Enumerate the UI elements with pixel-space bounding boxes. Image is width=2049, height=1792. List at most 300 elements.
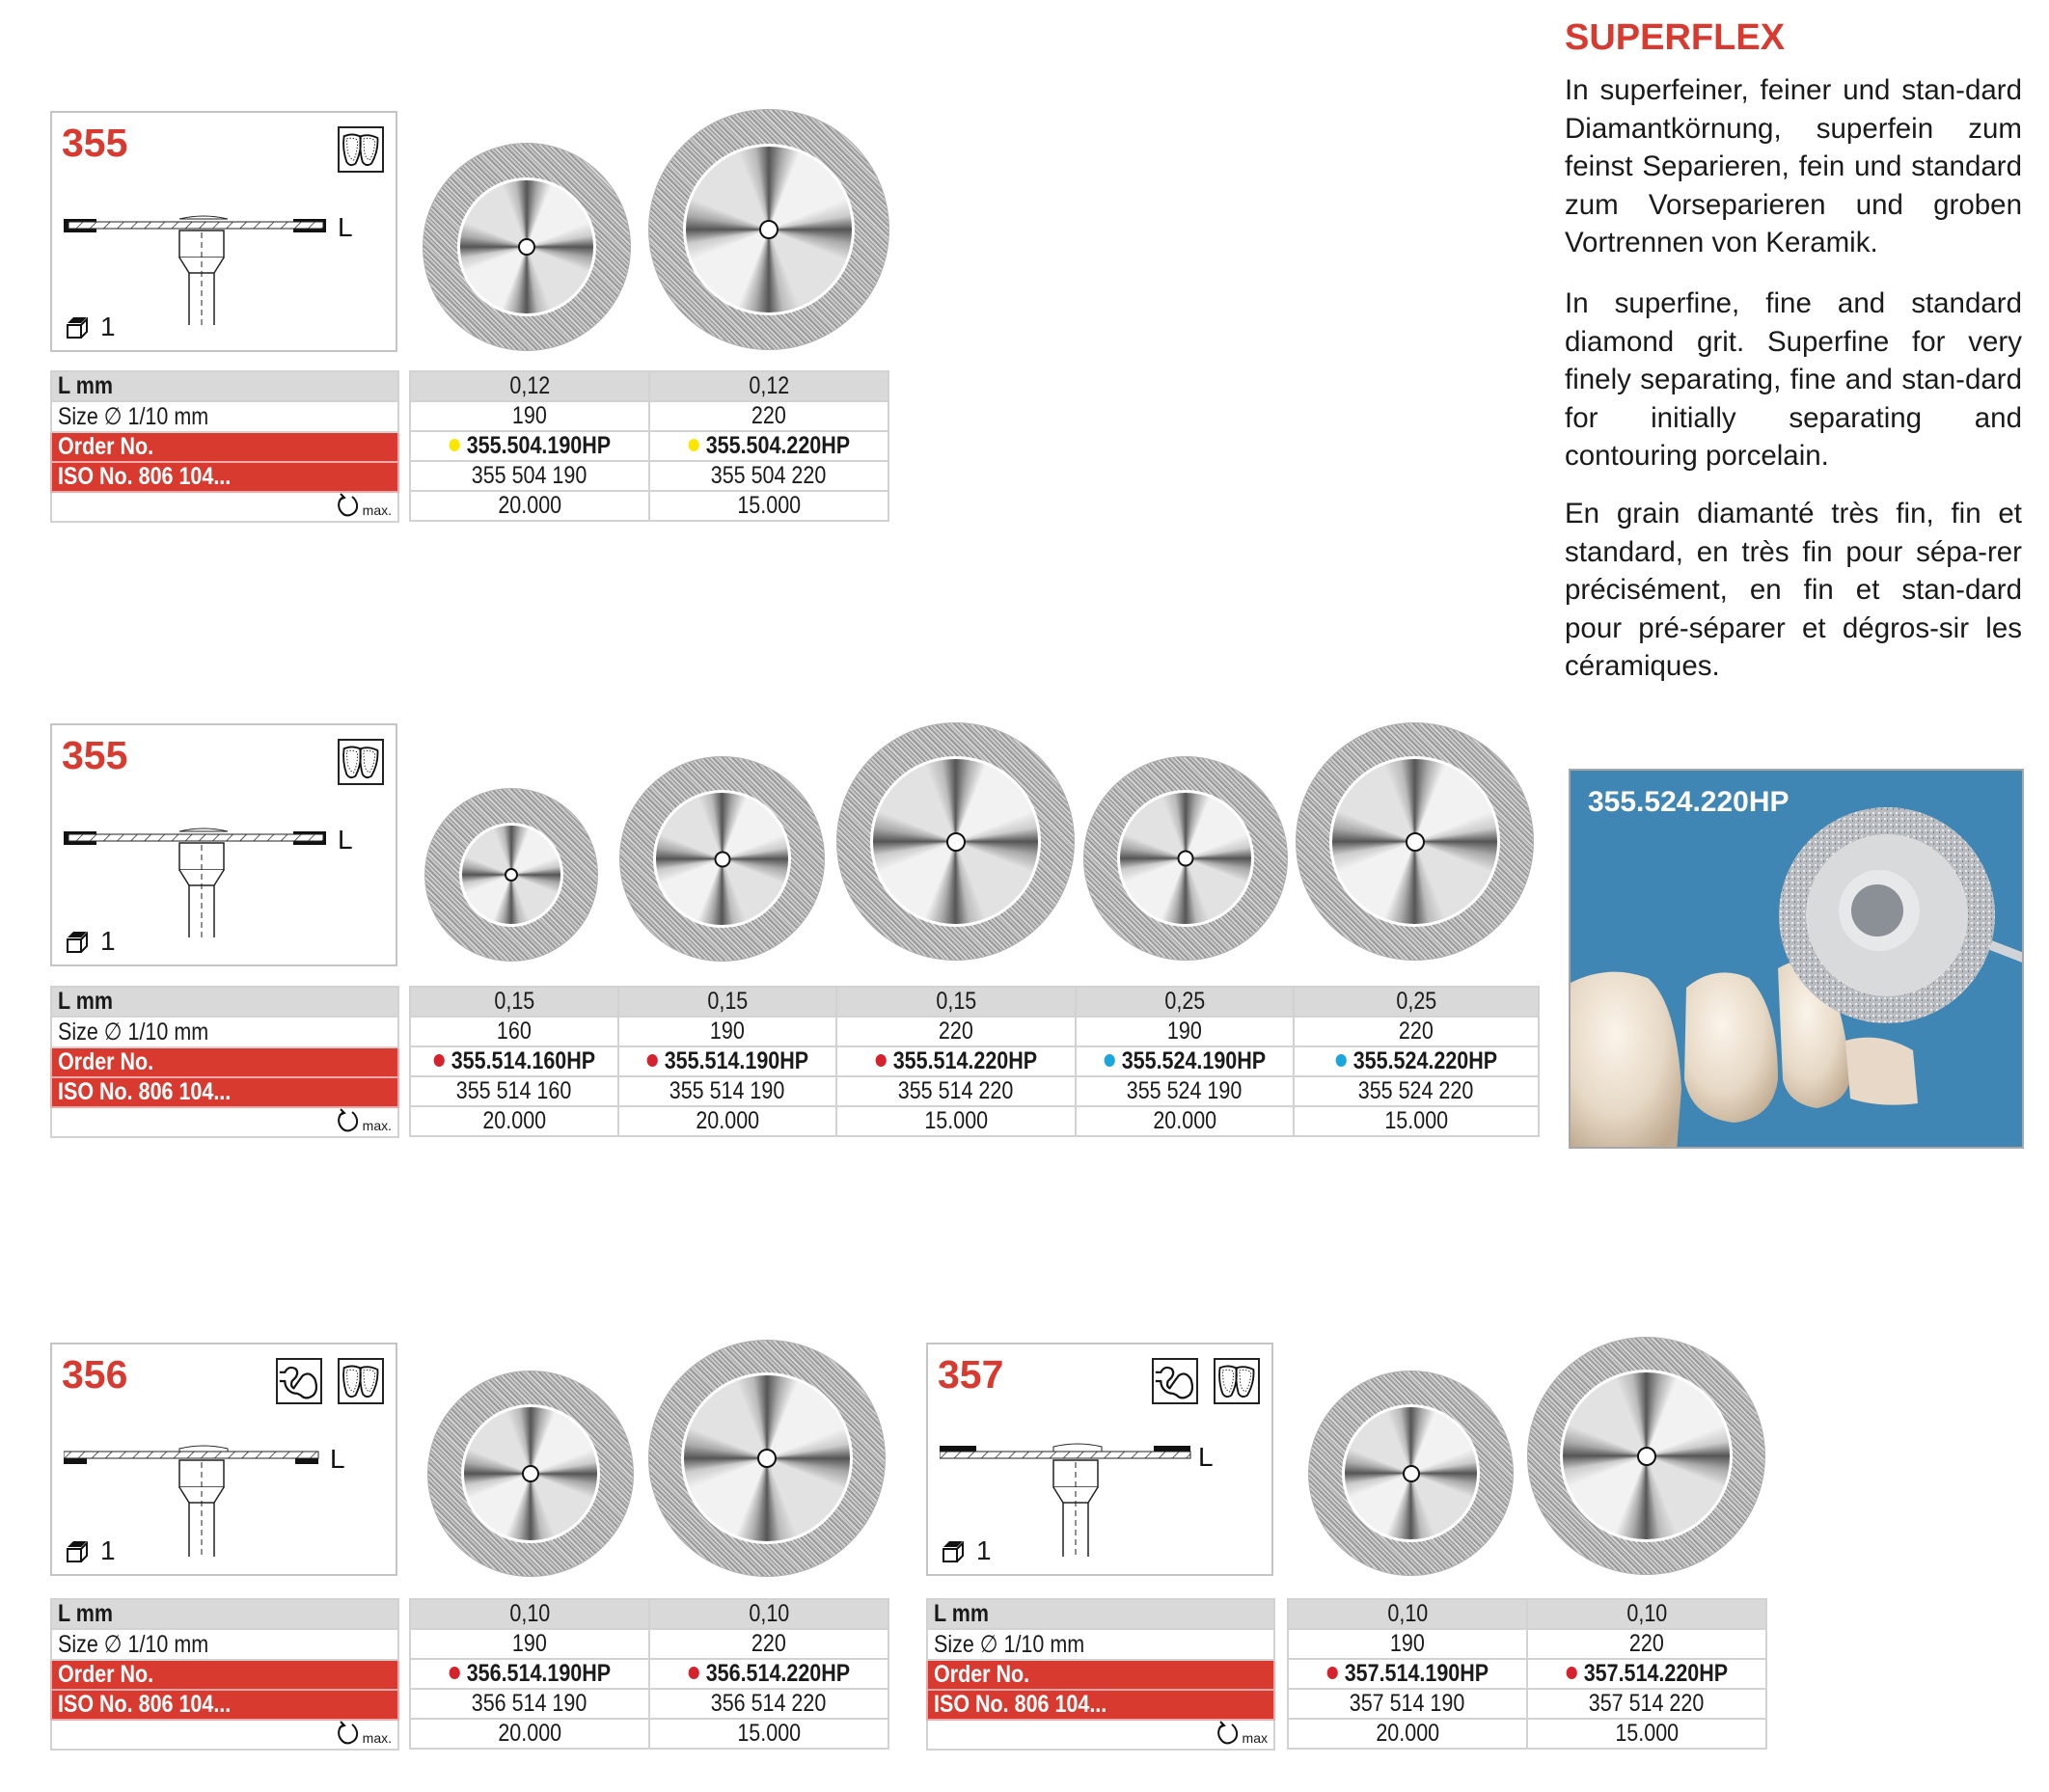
table-row (51, 1690, 398, 1720)
graphic-icon (278, 1360, 320, 1402)
package-icon (64, 1537, 91, 1564)
text: 160 (497, 1018, 532, 1045)
grit-dot-red (433, 1054, 444, 1067)
figure-number: 355 (62, 121, 128, 165)
graphic-icon (340, 128, 382, 171)
table-cell (51, 462, 398, 492)
text (646, 1047, 807, 1075)
text: 0,10 (749, 1600, 789, 1627)
block (759, 220, 779, 239)
block (714, 851, 730, 867)
disc-image-355-524-190 (1083, 756, 1288, 961)
table-cell (51, 492, 398, 522)
table-row (927, 1660, 1274, 1690)
text: 220 (939, 1018, 973, 1045)
text: 0,25 (1164, 988, 1205, 1015)
table-cell (836, 1106, 1076, 1136)
product-card-355-a (50, 111, 397, 352)
order-number-cell[interactable] (1294, 1046, 1539, 1076)
table-cell (51, 1077, 398, 1107)
order-number-cell[interactable] (649, 431, 888, 461)
table-row (51, 987, 398, 1017)
row-labels-table (926, 1598, 1275, 1751)
grit-dot-yellow (449, 439, 459, 451)
block (338, 126, 384, 173)
block (51, 371, 398, 522)
row-labels-table (50, 370, 399, 523)
table-row (51, 1720, 398, 1750)
table-cell (1288, 1719, 1527, 1749)
block (1637, 1447, 1656, 1466)
text: 20.000 (1376, 1720, 1439, 1747)
anterior-teeth-icon (338, 126, 384, 173)
text: 355 514 220 (898, 1077, 1014, 1104)
text (688, 432, 849, 460)
table-row (51, 1599, 398, 1629)
graphic-icon (340, 741, 382, 783)
block (410, 1599, 888, 1749)
table-row (927, 1720, 1274, 1750)
text: 355 524 190 (1127, 1077, 1243, 1104)
product-card-355-b (50, 723, 397, 966)
block (1403, 1465, 1420, 1482)
table-cell (51, 1047, 398, 1077)
svg-text:L: L (330, 1444, 345, 1474)
rotation-speed-icon (336, 1108, 361, 1133)
row-labels-table (50, 1598, 399, 1751)
table-row (51, 1077, 398, 1107)
package-icon (64, 313, 91, 340)
table-cell (410, 1689, 649, 1719)
table-cell (618, 1017, 836, 1046)
block (1288, 1599, 1766, 1749)
text: 357.514.190HP (1344, 1660, 1489, 1687)
text: 355 504 220 (711, 462, 827, 489)
text: L mm (58, 372, 113, 399)
text: 20.000 (482, 1107, 546, 1134)
table-cell (410, 1719, 649, 1749)
order-number-cell[interactable] (410, 1659, 649, 1689)
text: 356.514.220HP (705, 1660, 850, 1687)
text (336, 1721, 392, 1746)
table-cell (618, 987, 836, 1017)
table-row (51, 1660, 398, 1690)
graphic-icon (340, 1360, 382, 1402)
text: 190 (1167, 1018, 1202, 1045)
text: ISO No. 806 104... (58, 1691, 232, 1718)
text: 355 514 190 (669, 1077, 785, 1104)
text: 20.000 (1153, 1107, 1216, 1134)
text: 0,12 (509, 372, 550, 399)
rotation-speed-icon (336, 493, 361, 518)
disc-profile-drawing (64, 200, 363, 325)
table-cell (1527, 1599, 1766, 1629)
table-row (1288, 1689, 1766, 1719)
table-row (51, 1017, 398, 1047)
order-number-cell[interactable] (836, 1046, 1076, 1076)
table-row (410, 1689, 888, 1719)
disc-image-355-514-220 (836, 722, 1075, 961)
block (1406, 832, 1425, 852)
table-cell (1076, 1076, 1294, 1106)
text: 357 514 190 (1350, 1690, 1465, 1717)
block (505, 868, 518, 882)
text: Order No. (58, 1048, 154, 1075)
text: 0,15 (707, 988, 748, 1015)
order-number-cell[interactable] (1288, 1659, 1527, 1689)
order-number-cell[interactable] (1527, 1659, 1766, 1689)
grit-dot-red (646, 1054, 657, 1067)
table-row (410, 1076, 1539, 1106)
block (410, 987, 1539, 1136)
table-cell (649, 1719, 888, 1749)
text (1104, 1047, 1265, 1075)
block (276, 1358, 384, 1404)
grit-dot-red (875, 1054, 886, 1067)
text (449, 432, 610, 460)
table-cell (410, 461, 649, 491)
table-cell (649, 371, 888, 401)
photo-label: 355.524.220HP (1588, 786, 1789, 818)
disc-image-355-504-190 (423, 143, 631, 351)
text: 190 (710, 1018, 745, 1045)
table-row (927, 1690, 1274, 1720)
table-cell (410, 987, 618, 1017)
text: 355.504.190HP (466, 432, 611, 459)
figure-number: 357 (938, 1352, 1004, 1397)
text: 355 514 160 (456, 1077, 572, 1104)
text: ISO No. 806 104... (934, 1691, 1107, 1718)
table-row (51, 432, 398, 462)
table-cell (1294, 987, 1539, 1017)
table-cell (1076, 987, 1294, 1017)
table-cell (410, 491, 649, 521)
text: 0,10 (509, 1600, 550, 1627)
text: 190 (512, 402, 547, 429)
table-row (410, 1046, 1539, 1076)
text: 15.000 (737, 492, 801, 519)
block (51, 987, 398, 1137)
text: 190 (512, 1630, 547, 1657)
text: 190 (1390, 1630, 1425, 1657)
table-row (410, 491, 888, 521)
table-cell (1294, 1106, 1539, 1136)
table-row (410, 987, 1539, 1017)
bridge-icon (1152, 1358, 1198, 1404)
table-row (1288, 1629, 1766, 1659)
application-photo (1569, 769, 2024, 1149)
table-row (927, 1629, 1274, 1660)
text: 15.000 (737, 1720, 801, 1747)
svg-text:L: L (1198, 1442, 1214, 1472)
product-table-357 (1287, 1598, 1767, 1750)
grit-dot-blue (1335, 1054, 1346, 1067)
table-cell (927, 1720, 1274, 1750)
table-cell (51, 432, 398, 462)
text: 20.000 (498, 1720, 561, 1747)
graphic-icon (1154, 1360, 1196, 1402)
table-cell (410, 371, 649, 401)
block (522, 1465, 539, 1482)
table-cell (836, 1017, 1076, 1046)
text: 0,10 (1387, 1600, 1428, 1627)
table-cell (1288, 1599, 1527, 1629)
order-number-cell[interactable] (1076, 1046, 1294, 1076)
row-labels-table (50, 986, 399, 1138)
text: max. (362, 1118, 392, 1133)
bridge-icon (276, 1358, 322, 1404)
block (1152, 1358, 1260, 1404)
table-cell (1294, 1017, 1539, 1046)
table-row (51, 1047, 398, 1077)
text: 0,15 (936, 988, 976, 1015)
block (757, 1449, 777, 1468)
text: 355.524.220HP (1352, 1047, 1497, 1074)
product-card-357 (926, 1343, 1273, 1576)
text: 356.514.190HP (466, 1660, 611, 1687)
text: 355.514.190HP (664, 1047, 808, 1074)
text: 15.000 (1384, 1107, 1448, 1134)
disc-image-357-514-220 (1527, 1337, 1765, 1575)
table-row (410, 1599, 888, 1629)
disc-image-355-514-160 (424, 788, 598, 962)
order-number-cell[interactable] (410, 1046, 618, 1076)
pack-quantity (64, 312, 116, 342)
table-row (51, 462, 398, 492)
table-cell (649, 461, 888, 491)
text: 355.524.190HP (1121, 1047, 1266, 1074)
figure-number: 355 (62, 733, 128, 777)
order-number-cell[interactable] (410, 431, 649, 461)
table-cell (1076, 1106, 1294, 1136)
table-row (51, 371, 398, 401)
table-cell (410, 1629, 649, 1659)
disc-image-357-514-190 (1308, 1371, 1514, 1576)
text: 15.000 (1615, 1720, 1679, 1747)
text: 356 514 220 (711, 1690, 827, 1717)
text (1216, 1721, 1268, 1746)
table-row (1288, 1719, 1766, 1749)
table-cell (836, 1076, 1076, 1106)
grit-dot-red (1326, 1667, 1337, 1679)
text (336, 1108, 392, 1133)
text: Size ∅ 1/10 mm (934, 1631, 1085, 1658)
order-number-cell[interactable] (618, 1046, 836, 1076)
disc-image-355-524-220 (1296, 722, 1534, 961)
table-row (51, 1629, 398, 1660)
table-cell (649, 491, 888, 521)
table-cell (1527, 1629, 1766, 1659)
grit-dot-red (1566, 1667, 1576, 1679)
text: L mm (934, 1600, 989, 1627)
teeth-with-disc-image (1571, 771, 2024, 1149)
graphic-icon (1216, 1360, 1258, 1402)
table-cell (410, 1599, 649, 1629)
description-german: In superfeiner, feiner und stan-dard Diamantkörnung, superfein zum feinst Separieren, fein und standard zum Vorseparieren und groben Vortrennen von Keramik. (1565, 74, 2022, 258)
text: L mm (58, 988, 113, 1015)
table-cell (410, 1017, 618, 1046)
figure-number: 356 (62, 1352, 128, 1397)
text: ISO No. 806 104... (58, 1078, 232, 1105)
text: 0,10 (1626, 1600, 1667, 1627)
table-row (410, 1017, 1539, 1046)
text: 1 (100, 312, 116, 341)
anterior-teeth-icon (1214, 1358, 1260, 1404)
disc-image-356-514-190 (427, 1371, 634, 1577)
block (1178, 851, 1194, 867)
disc-image-355-504-220 (648, 109, 889, 350)
table-cell (927, 1599, 1274, 1629)
text: 220 (1399, 1018, 1434, 1045)
block (51, 1599, 398, 1750)
table-cell (51, 401, 398, 432)
rotation-speed-icon (336, 1721, 361, 1746)
table-row (51, 1107, 398, 1137)
pack-quantity (940, 1535, 992, 1566)
text: 20.000 (498, 492, 561, 519)
package-icon (940, 1537, 967, 1564)
table-cell (1527, 1689, 1766, 1719)
disc-profile-drawing (64, 812, 363, 937)
text: 355.514.160HP (451, 1047, 595, 1074)
table-cell (1527, 1719, 1766, 1749)
anterior-teeth-icon (338, 739, 384, 785)
table-cell (410, 401, 649, 431)
text (1566, 1660, 1727, 1688)
table-cell (649, 1629, 888, 1659)
table-cell (836, 987, 1076, 1017)
text: 355 504 190 (472, 462, 587, 489)
table-row (410, 1106, 1539, 1136)
text: 356 514 190 (472, 1690, 587, 1717)
text: 0,15 (494, 988, 534, 1015)
table-row (410, 371, 888, 401)
table-cell (410, 1076, 618, 1106)
table-cell (51, 1690, 398, 1720)
table-row (1288, 1659, 1766, 1689)
table-row (1288, 1599, 1766, 1629)
block (338, 739, 384, 785)
text: 0,12 (749, 372, 789, 399)
table-cell (51, 1660, 398, 1690)
text: 1 (100, 1535, 116, 1565)
table-row (410, 461, 888, 491)
svg-text:L: L (338, 825, 353, 855)
text: 355.504.220HP (705, 432, 850, 459)
table-row (51, 401, 398, 432)
text: 20.000 (696, 1107, 759, 1134)
disc-image-355-514-190 (619, 756, 825, 962)
pack-quantity (64, 1535, 116, 1566)
package-icon (64, 928, 91, 955)
table-row (410, 431, 888, 461)
table-cell (51, 1107, 398, 1137)
table-cell (51, 987, 398, 1017)
table-cell (51, 1629, 398, 1660)
text: 355 524 220 (1358, 1077, 1474, 1104)
text (433, 1047, 594, 1075)
table-row (927, 1599, 1274, 1629)
table-cell (1294, 1076, 1539, 1106)
product-table-355-504 (409, 370, 889, 522)
table-row (410, 1719, 888, 1749)
block (946, 832, 966, 852)
text (1326, 1660, 1488, 1688)
pack-quantity (64, 926, 116, 957)
table-cell (51, 371, 398, 401)
table-cell (1076, 1017, 1294, 1046)
grit-dot-blue (1104, 1054, 1114, 1067)
text: ISO No. 806 104... (58, 463, 232, 490)
product-card-356 (50, 1343, 397, 1576)
disc-image-356-514-220 (648, 1340, 886, 1577)
block (410, 371, 888, 521)
grit-dot-yellow (688, 439, 698, 451)
table-cell (1288, 1689, 1527, 1719)
description-english: In superfine, fine and standard diamond grit. Superfine for very finely separating, fine and stan-dard for initially separating and contouring porcelain. (1565, 287, 2022, 472)
order-number-cell[interactable] (649, 1659, 888, 1689)
text: Size ∅ 1/10 mm (58, 1631, 209, 1658)
text: Size ∅ 1/10 mm (58, 403, 209, 430)
text (688, 1660, 849, 1688)
text: 0,25 (1396, 988, 1436, 1015)
text: 220 (751, 402, 786, 429)
table-cell (649, 1599, 888, 1629)
text: 1 (100, 926, 116, 956)
block (927, 1599, 1274, 1750)
text: max (1242, 1730, 1268, 1746)
rotation-speed-icon (1216, 1721, 1241, 1746)
anterior-teeth-icon (338, 1358, 384, 1404)
table-cell (927, 1690, 1274, 1720)
table-cell (410, 1106, 618, 1136)
table-row (410, 1659, 888, 1689)
table-cell (618, 1076, 836, 1106)
text (1335, 1047, 1496, 1075)
text (875, 1047, 1036, 1075)
table-row (410, 1629, 888, 1659)
text (449, 1660, 610, 1688)
table-row (410, 401, 888, 431)
grit-dot-red (688, 1667, 698, 1679)
text: Size ∅ 1/10 mm (58, 1018, 209, 1045)
svg-text:L: L (338, 212, 353, 242)
table-cell (51, 1720, 398, 1750)
text (336, 493, 392, 518)
text: Order No. (58, 433, 154, 460)
product-table-355-5xx (409, 986, 1540, 1137)
table-cell (51, 1017, 398, 1047)
table-cell (649, 401, 888, 431)
text: 220 (1629, 1630, 1664, 1657)
table-cell (1288, 1629, 1527, 1659)
grit-dot-red (449, 1667, 459, 1679)
text: 357.514.220HP (1583, 1660, 1728, 1687)
text: Order No. (934, 1661, 1030, 1688)
table-cell (927, 1629, 1274, 1660)
text: 1 (976, 1535, 992, 1565)
description-french: En grain diamanté très fin, fin et standard, en très fin pour sépa-rer précisément, en fin et stan-dard pour pré-séparer et dégros-sir les céramiques. (1565, 498, 2022, 682)
text: 355.514.220HP (892, 1047, 1037, 1074)
text: max. (362, 502, 392, 518)
text: L mm (58, 1600, 113, 1627)
table-cell (51, 1599, 398, 1629)
block (518, 238, 535, 256)
table-cell (927, 1660, 1274, 1690)
text: 220 (751, 1630, 786, 1657)
table-row (51, 492, 398, 522)
product-table-356 (409, 1598, 889, 1750)
